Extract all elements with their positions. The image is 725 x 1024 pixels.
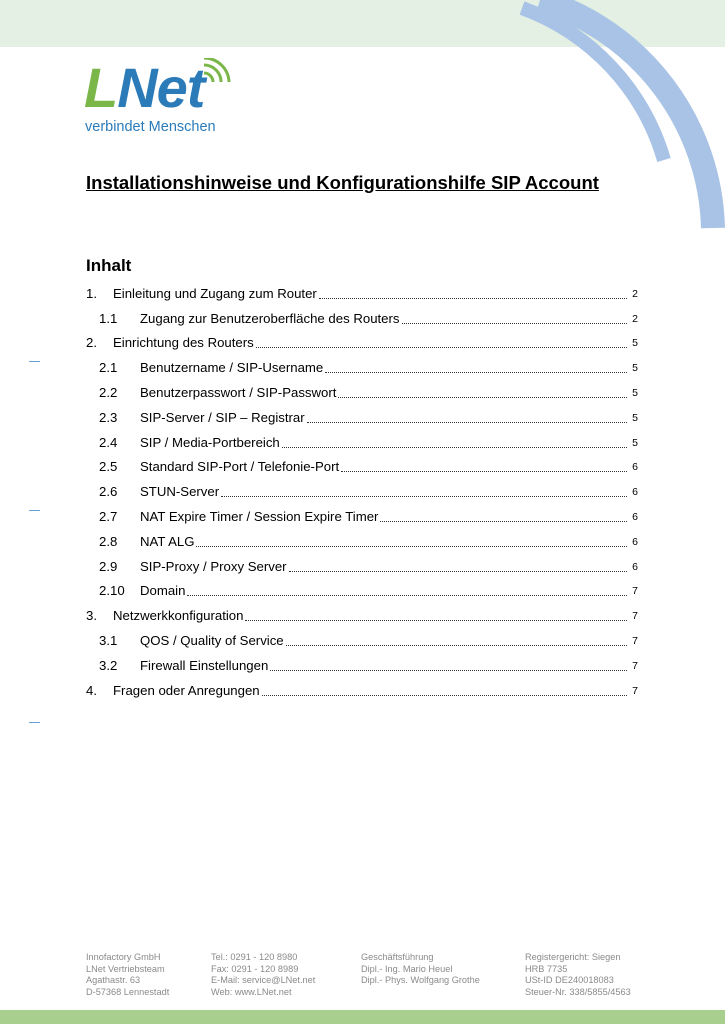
toc-entry-number: 2.2 [99,384,118,400]
toc-entry-title: QOS / Quality of Service [140,632,284,648]
toc-entry-title: Fragen oder Anregungen [113,682,260,698]
toc-dot-leader [245,619,627,621]
toc-entry[interactable] [86,426,638,451]
toc-entry-number: 2.5 [99,459,118,475]
toc-entry-title: Domain [140,583,186,599]
toc-entry-number: 2.4 [99,434,118,450]
toc-entry-number: 1.1 [99,310,118,326]
toc-entry-title: SIP-Server / SIP – Registrar [140,409,305,425]
toc-dot-leader [338,396,627,398]
footer-line: Steuer-Nr. 338/5855/4563 [525,986,631,997]
toc-entry[interactable] [86,475,638,500]
toc-entry-number: 3.2 [99,657,118,673]
logo-tagline: verbindet Menschen [85,119,216,135]
logo-text-net: Net [117,56,205,119]
toc-entry-title: NAT Expire Timer / Session Expire Timer [140,508,379,524]
toc-entry-number: 1. [86,285,97,301]
toc-entry-title: Standard SIP-Port / Telefonie-Port [140,459,340,475]
footer-line: E-Mail: service@LNet.net [211,975,316,986]
toc-entry-number: 4. [86,682,97,698]
toc-entry[interactable] [86,302,638,327]
document-title: Installationshinweise und Konfigurationshilfe SIP Account [86,172,599,193]
toc-entry[interactable] [86,401,638,426]
footer-line: USt-ID DE240018083 [525,975,614,986]
toc-entry[interactable] [86,500,638,525]
footer-line: Dipl.- Ing. Mario Heuel [361,963,453,974]
toc-entry-page: 7 [632,684,638,697]
toc-entry-number: 2.7 [99,508,118,524]
toc-entry-title: Einleitung und Zugang zum Router [113,285,317,301]
footer-band [0,1010,725,1024]
toc-dot-leader [262,694,627,696]
logo-wordmark [84,58,204,118]
toc-entry[interactable] [86,277,638,302]
toc-dot-leader [286,644,627,646]
toc-heading: Inhalt [86,256,132,275]
footer-line: Geschäftsführung [361,952,434,962]
toc-entry-page: 6 [632,461,638,474]
toc-entry[interactable] [86,624,638,649]
toc-entry-page: 2 [632,312,638,325]
toc-dot-leader [289,570,627,572]
toc-entry-number: 3. [86,608,97,624]
toc-entry[interactable] [86,674,638,699]
toc-entry-title: Einrichtung des Routers [113,335,254,351]
toc-entry-title: SIP / Media-Portbereich [140,434,280,450]
toc-entry-page: 5 [632,362,638,375]
footer-column-registry [525,952,631,998]
footer-column-management [361,952,480,987]
toc-entry[interactable] [86,575,638,600]
toc-dot-leader [196,545,627,547]
toc-entry-title: NAT ALG [140,533,195,549]
toc-dot-leader [341,470,627,472]
toc-entry-page: 5 [632,411,638,424]
toc-entry-page: 5 [632,386,638,399]
toc-entry-number: 2.8 [99,533,118,549]
margin-marker [29,510,40,511]
toc-dot-leader [187,594,627,596]
toc-entry-number: 2.6 [99,484,118,500]
toc-entry[interactable] [86,550,638,575]
toc-dot-leader [380,520,627,522]
footer-line: Fax: 0291 - 120 8989 [211,963,299,974]
toc-entry[interactable] [86,327,638,352]
lnet-logo [84,58,244,138]
footer-line: LNet Vertriebsteam [86,963,165,974]
toc-entry-number: 2.1 [99,360,118,376]
toc-entry-page: 5 [632,436,638,449]
toc-entry[interactable] [86,376,638,401]
toc-entry[interactable] [86,351,638,376]
toc-entry-title: Benutzername / SIP-Username [140,360,324,376]
footer-line: Registergericht: Siegen [525,952,621,962]
signal-waves-icon [200,58,234,90]
toc-entry[interactable] [86,599,638,624]
toc-entry-number: 2.3 [99,409,118,425]
toc-entry-title: Netzwerkkonfiguration [113,608,244,624]
toc-dot-leader [256,346,627,348]
toc-entry-page: 6 [632,510,638,523]
toc-entry-page: 5 [632,337,638,350]
logo-letter-l: L [84,56,118,119]
toc-entry[interactable] [86,451,638,476]
toc-entry[interactable] [86,525,638,550]
toc-entry-page: 7 [632,634,638,647]
toc-entry-page: 6 [632,560,638,573]
toc-dot-leader [325,371,627,373]
footer-column-contact [211,952,315,998]
toc-dot-leader [319,297,627,299]
toc-entry-title: Firewall Einstellungen [140,657,269,673]
toc-entry-number: 2. [86,335,97,351]
footer-line: Tel.: 0291 - 120 8980 [211,952,298,962]
toc-dot-leader [307,421,627,423]
toc-dot-leader [282,446,627,448]
toc-entry-page: 6 [632,486,638,499]
footer-line: Innofactory GmbH [86,952,161,962]
toc-entry-page: 2 [632,287,638,300]
toc-dot-leader [402,322,627,324]
footer-line: Web: www.LNet.net [211,986,292,997]
footer-column-company [86,952,169,998]
toc-entry-title: Zugang zur Benutzeroberfläche des Routers [140,310,400,326]
footer-line: D-57368 Lennestadt [86,986,170,997]
toc-entry-number: 2.10 [99,583,125,599]
toc-entry-page: 7 [632,585,638,598]
footer-line: HRB 7735 [525,963,568,974]
margin-marker [29,722,40,723]
toc-entry-title: SIP-Proxy / Proxy Server [140,558,287,574]
toc-dot-leader [221,495,627,497]
margin-marker [29,361,40,362]
toc-entry-page: 7 [632,659,638,672]
toc-entry[interactable] [86,649,638,674]
toc-entry-number: 3.1 [99,632,118,648]
toc-dot-leader [270,669,627,671]
footer-line: Agathastr. 63 [86,975,141,986]
toc-entry-number: 2.9 [99,558,118,574]
toc-entry-title: Benutzerpasswort / SIP-Passwort [140,384,337,400]
toc-entry-page: 6 [632,535,638,548]
footer-line: Dipl.- Phys. Wolfgang Grothe [361,975,480,986]
toc-entry-page: 7 [632,610,638,623]
table-of-contents [86,277,638,699]
toc-entry-title: STUN-Server [140,484,220,500]
